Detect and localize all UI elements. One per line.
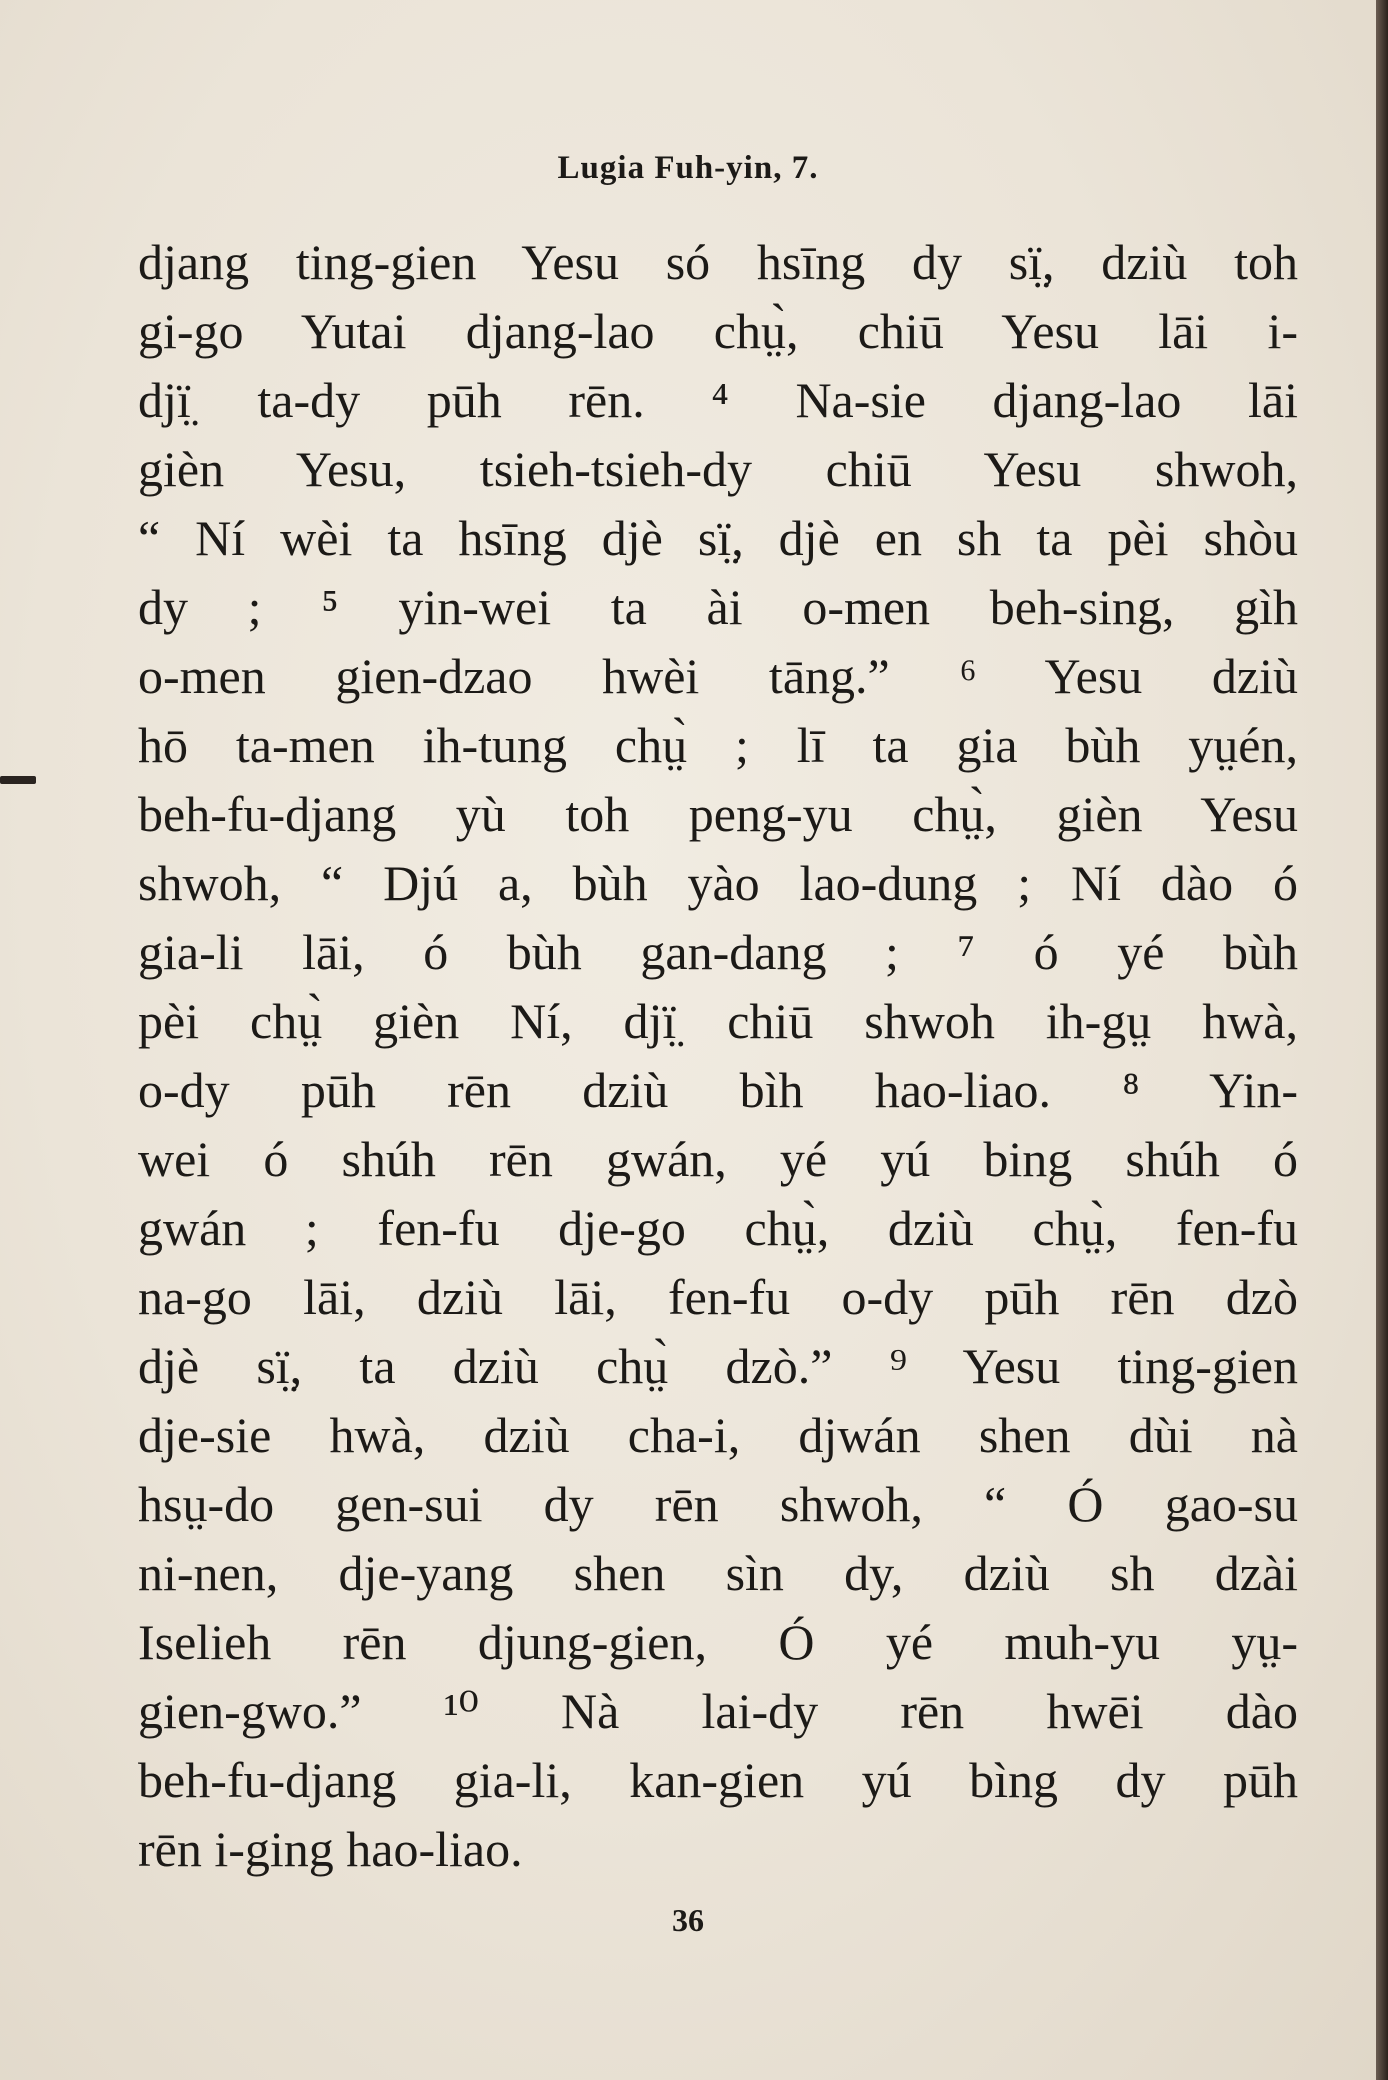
text-line-5: “ Ní wèi ta hsīng djè sï̤, djè en sh ta pèi shòu (138, 510, 1298, 566)
text-line-10: shwoh, “ Djú a, bùh yào lao-dung ; Ní dào ó (138, 855, 1298, 911)
text-line-6: dy ; ⁵ yin-wei ta ài o-men beh-sing, gìh (138, 579, 1298, 635)
text-line-15: gwán ; fen-fu dje-go chṳ̀, dziù chṳ̀, fen-fu (138, 1200, 1298, 1256)
margin-mark (0, 776, 36, 784)
text-line-13: o-dy pūh rēn dziù bìh hao-liao. ⁸ Yin- (138, 1062, 1298, 1118)
text-line-16: na-go lāi, dziù lāi, fen-fu o-dy pūh rēn dzò (138, 1269, 1298, 1325)
page-number: 36 (672, 1902, 704, 1938)
text-line-19: hsṳ-do gen-sui dy rēn shwoh, “ Ó gao-su (138, 1476, 1298, 1532)
page-edge-shadow (1376, 0, 1388, 2080)
text-line-20: ni-nen, dje-yang shen sìn dy, dziù sh dzài (138, 1545, 1298, 1601)
text-line-1: djang ting-gien Yesu só hsīng dy sï̤, dziù toh (138, 234, 1298, 290)
text-line-23: beh-fu-djang gia-li, kan-gien yú bìng dy pūh (138, 1752, 1298, 1808)
text-line-12: pèi chṳ̀ gièn Ní, djï̤ chiū shwoh ih-gṳ hwà, (138, 993, 1298, 1049)
text-line-8: hō ta-men ih-tung chṳ̀ ; lī ta gia bùh yṳén, (138, 717, 1298, 773)
text-line-7: o-men gien-dzao hwèi tāng.” ⁶ Yesu dziù (138, 648, 1298, 704)
text-line-3: djï̤ ta-dy pūh rēn. ⁴ Na-sie djang-lao lāi (138, 372, 1298, 428)
text-line-4: gièn Yesu, tsieh-tsieh-dy chiū Yesu shwoh, (138, 441, 1298, 497)
text-line-18: dje-sie hwà, dziù cha-i, djwán shen dùi nà (138, 1407, 1298, 1463)
running-head: Lugia Fuh-yin, 7. (557, 150, 819, 186)
text-line-17: djè sï̤, ta dziù chṳ̀ dzò.” ⁹ Yesu ting-gien (138, 1338, 1298, 1394)
text-line-9: beh-fu-djang yù toh peng-yu chṳ̀, gièn Yesu (138, 786, 1298, 842)
text-line-14: wei ó shúh rēn gwán, yé yú bing shúh ó (138, 1131, 1298, 1187)
text-line-22: gien-gwo.” ¹⁰ Nà lai-dy rēn hwēi dào (138, 1683, 1298, 1739)
text-line-24: rēn i-ging hao-liao. (138, 1821, 523, 1877)
text-line-21: Iselieh rēn djung-gien, Ó yé muh-yu yṳ- (138, 1614, 1298, 1670)
text-line-2: gi-go Yutai djang-lao chṳ̀, chiū Yesu lāi i- (138, 303, 1298, 359)
text-line-11: gia-li lāi, ó bùh gan-dang ; ⁷ ó yé bùh (138, 924, 1298, 980)
text-block (138, 228, 1298, 1884)
